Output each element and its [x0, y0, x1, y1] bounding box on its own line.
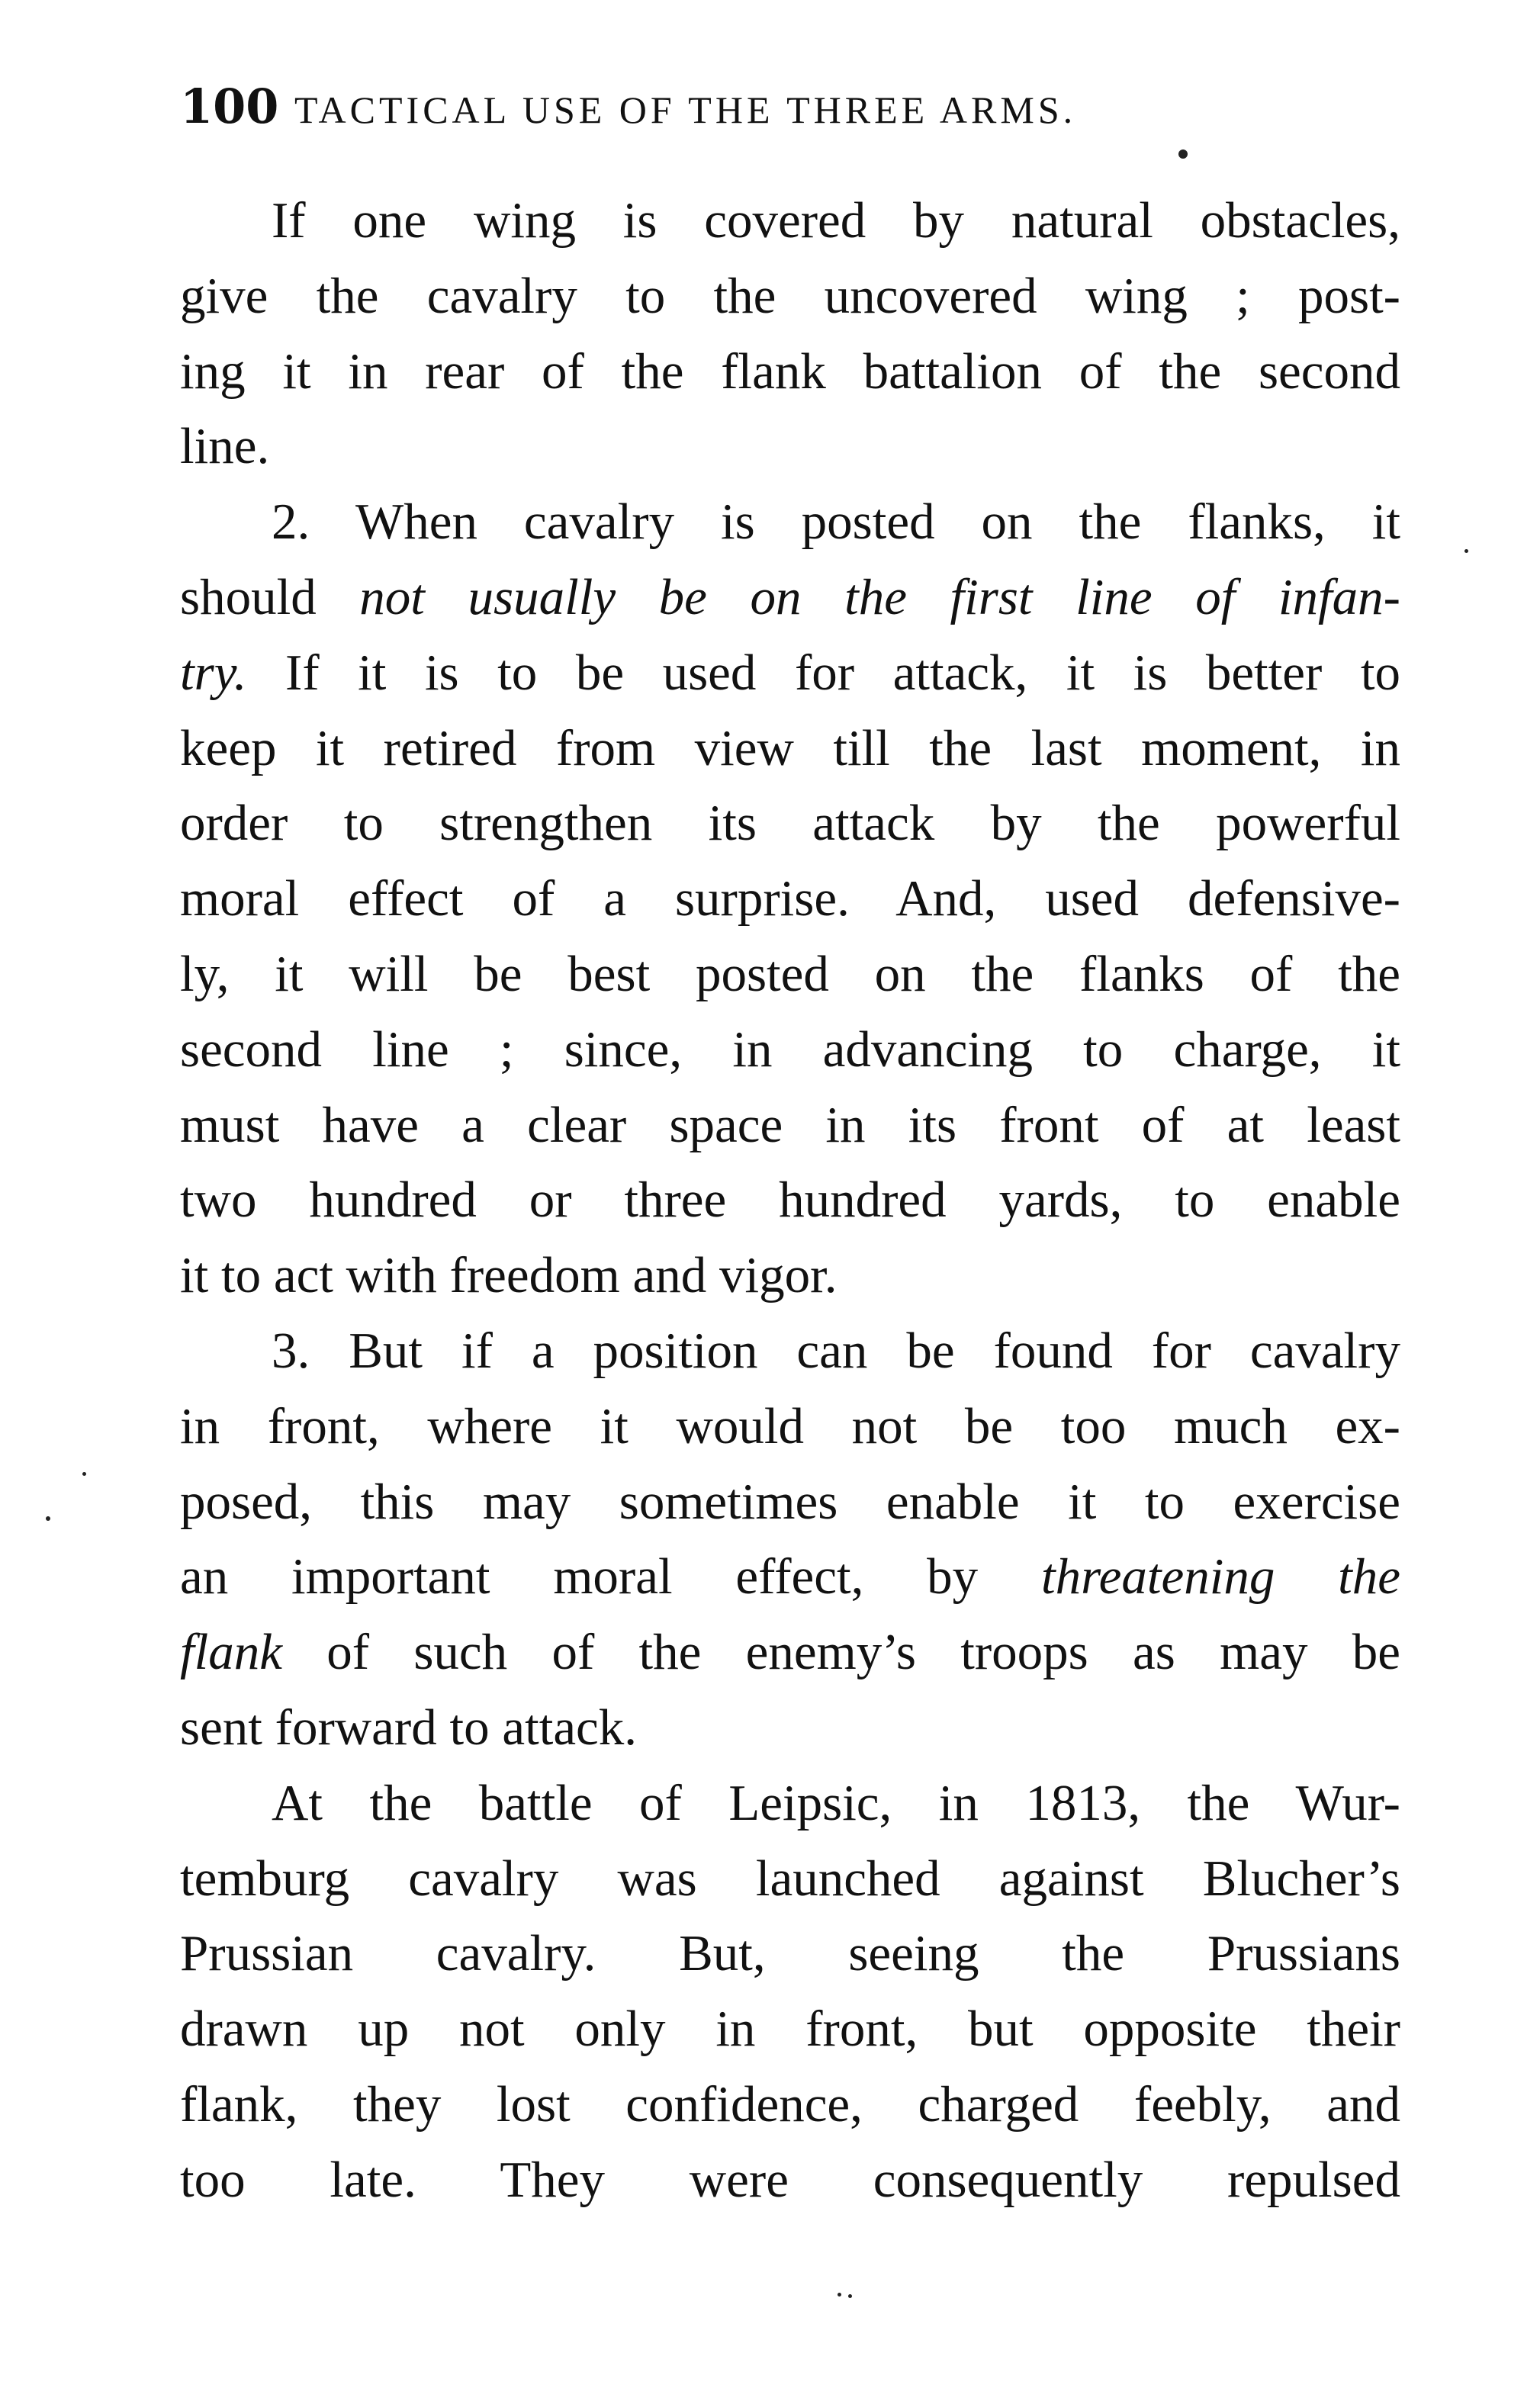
print-speck	[848, 2294, 852, 2298]
text-line: Prussian cavalry. But, seeing the Prussians	[180, 1925, 1400, 1982]
running-title: TACTICAL USE OF THE THREE ARMS.	[294, 88, 1077, 131]
italic-emphasis: threatening the	[1040, 1548, 1400, 1605]
text-line: moral effect of a surprise. And, used defensive-	[180, 870, 1400, 927]
text-line: If one wing is covered by natural obstacles,	[272, 192, 1400, 249]
text-line: too late. They were consequently repulsed	[180, 2151, 1400, 2208]
text-line: second line ; since, in advancing to charge, it	[180, 1021, 1400, 1078]
print-speck	[1464, 549, 1468, 553]
text-line: flank, they lost confidence, charged feebly, and	[180, 2075, 1400, 2133]
text-line: ly, it will be best posted on the flanks of the	[180, 945, 1400, 1002]
text-line: temburg cavalry was launched against Blucher’s	[180, 1850, 1400, 1907]
text-line: order to strengthen its attack by the powerful	[180, 795, 1400, 852]
italic-emphasis: not usually be on the first line of infan-	[359, 568, 1400, 625]
text-line: must have a clear space in its front of at least	[180, 1096, 1400, 1153]
text-line: 3. But if a position can be found for cavalry	[272, 1322, 1400, 1379]
text-line: an important moral effect, by threatening the	[180, 1548, 1400, 1605]
text-line: 2. When cavalry is posted on the flanks, it	[272, 493, 1400, 551]
text-line: keep it retired from view till the last moment, in	[180, 719, 1400, 776]
italic-emphasis: flank	[180, 1624, 282, 1681]
italic-emphasis: try.	[180, 644, 247, 701]
text-line: posed, this may sometimes enable it to exercise	[180, 1473, 1400, 1530]
page-number: 100	[180, 79, 279, 134]
text-line: line.	[180, 418, 270, 475]
text-line: should not usually be on the first line of infan-	[180, 568, 1400, 625]
print-speck	[46, 1516, 50, 1521]
text-line: sent forward to attack.	[180, 1699, 638, 1756]
print-speck	[1178, 149, 1188, 159]
text-line: give the cavalry to the uncovered wing ; post-	[180, 267, 1400, 324]
print-speck	[838, 2293, 841, 2297]
print-speck	[82, 1472, 86, 1476]
text-line: two hundred or three hundred yards, to enable	[180, 1172, 1400, 1229]
text-line: flank of such of the enemy’s troops as may be	[180, 1624, 1400, 1681]
text-line: ing it in rear of the flank battalion of the second	[180, 342, 1400, 400]
running-header	[180, 76, 1400, 137]
text-line: try. If it is to be used for attack, it is better to	[180, 644, 1400, 701]
text-line: At the battle of Leipsic, in 1813, the Wur-	[272, 1774, 1400, 1831]
text-line: drawn up not only in front, but opposite their	[180, 2001, 1400, 2058]
text-line: in front, where it would not be too much ex-	[180, 1397, 1400, 1454]
text-line: it to act with freedom and vigor.	[180, 1247, 838, 1304]
body-text	[180, 183, 1400, 2218]
